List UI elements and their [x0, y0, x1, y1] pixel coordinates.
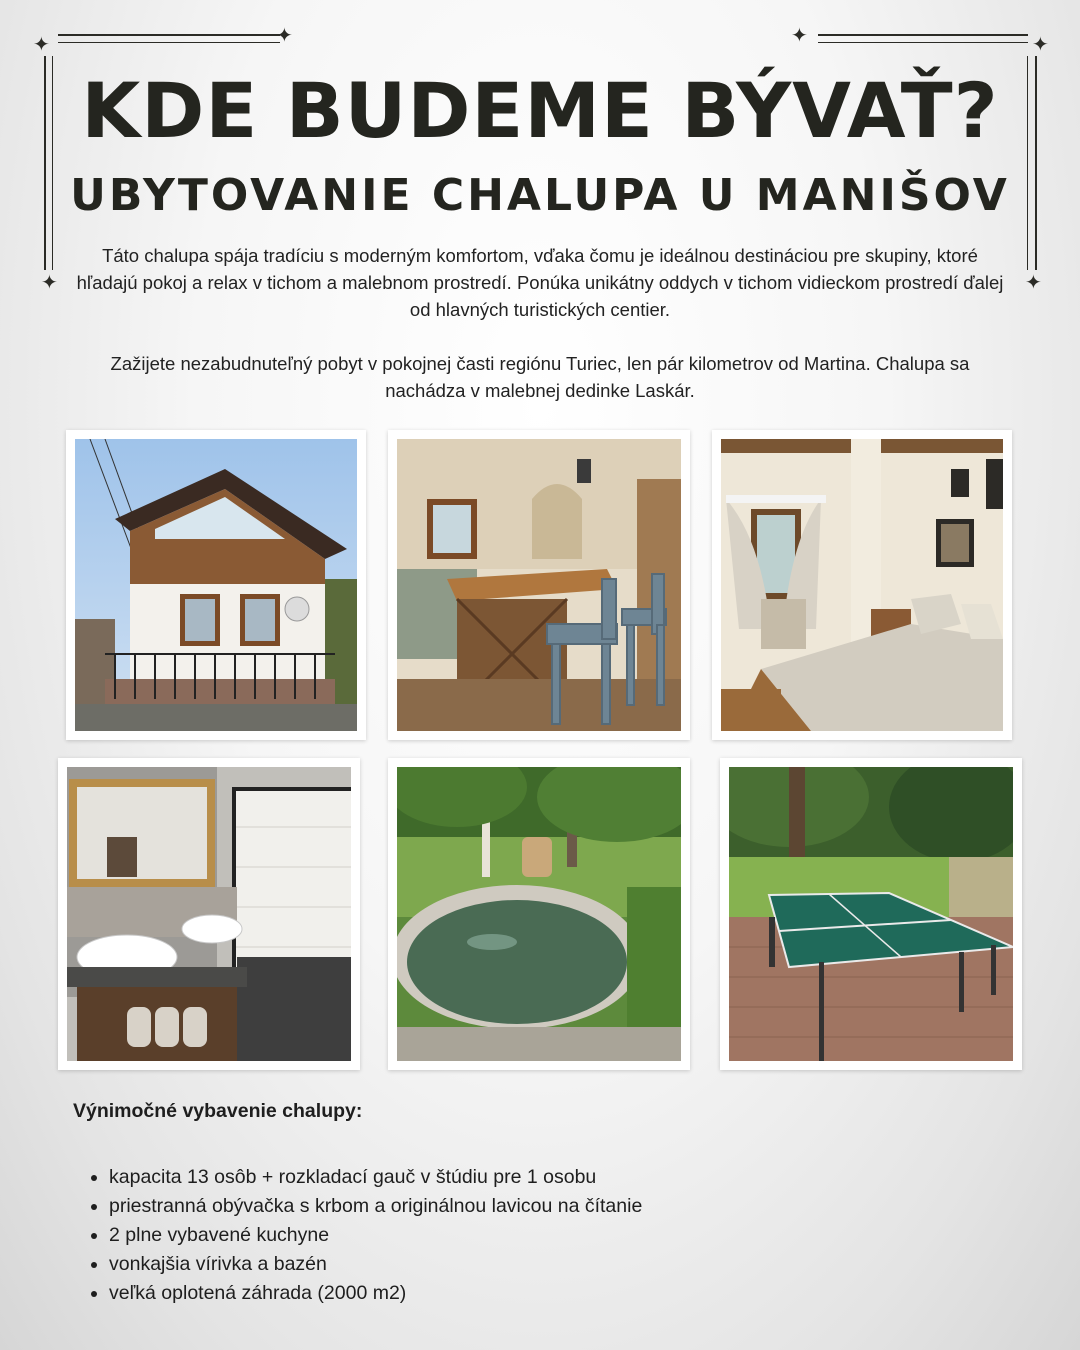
sparkle-icon: ✦ — [791, 23, 808, 47]
sparkle-icon: ✦ — [276, 23, 293, 47]
frame-line-top-left — [58, 34, 280, 36]
amenity-item: • veľká oplotená záhrada (2000 m2) — [109, 1279, 973, 1308]
frame-line-top-right — [818, 34, 1028, 36]
photo-kitchen-bar — [388, 430, 690, 740]
amenities-heading: Výnimočné vybavenie chalupy: — [73, 1100, 363, 1122]
sparkle-icon: ✦ — [1025, 270, 1042, 294]
intro-paragraph-1: Táto chalupa spája tradíciu s moderným komfortom, vďaka čomu je ideálnou destináciou pre skupiny, ktoré hľadajú pokoj a relax v tichom a malebnom prostredí. Ponúka unikátny oddych v tichom vidieckom prostredí ďalej od hlavných turistických centier. — [76, 245, 1004, 320]
frame-line-top-left-inner — [58, 42, 280, 43]
sparkle-icon: ✦ — [33, 32, 50, 56]
sparkle-icon: ✦ — [1032, 32, 1049, 56]
amenities-section — [73, 1100, 973, 1308]
photo-ping-pong-table — [720, 758, 1022, 1070]
photo-bedroom — [712, 430, 1012, 740]
amenity-item: • kapacita 13 osôb + rozkladací gauč v štúdiu pre 1 osobu — [109, 1163, 973, 1192]
amenity-item: • vonkajšia vírivka a bazén — [109, 1250, 973, 1279]
photo-garden-pond — [388, 758, 690, 1070]
intro-paragraph-2: Zažijete nezabudnuteľný pobyt v pokojnej časti regiónu Turiec, len pár kilometrov od Martina. Chalupa sa nachádza v malebnej dedinke Laskár. — [110, 353, 970, 401]
photo-house-exterior — [66, 430, 366, 740]
intro-text — [70, 242, 1010, 431]
photo-bathroom — [58, 758, 360, 1070]
frame-line-top-right-inner — [818, 42, 1028, 43]
page-title: KDE BUDEME BÝVAŤ? — [81, 66, 999, 155]
page-subtitle: UBYTOVANIE CHALUPA U MANIŠOV — [70, 170, 1010, 221]
sparkle-icon: ✦ — [41, 270, 58, 294]
amenity-item: • 2 plne vybavené kuchyne — [109, 1221, 973, 1250]
amenities-list — [73, 1163, 973, 1308]
amenity-item: • priestranná obývačka s krbom a originálnou lavicou na čítanie — [109, 1192, 973, 1221]
